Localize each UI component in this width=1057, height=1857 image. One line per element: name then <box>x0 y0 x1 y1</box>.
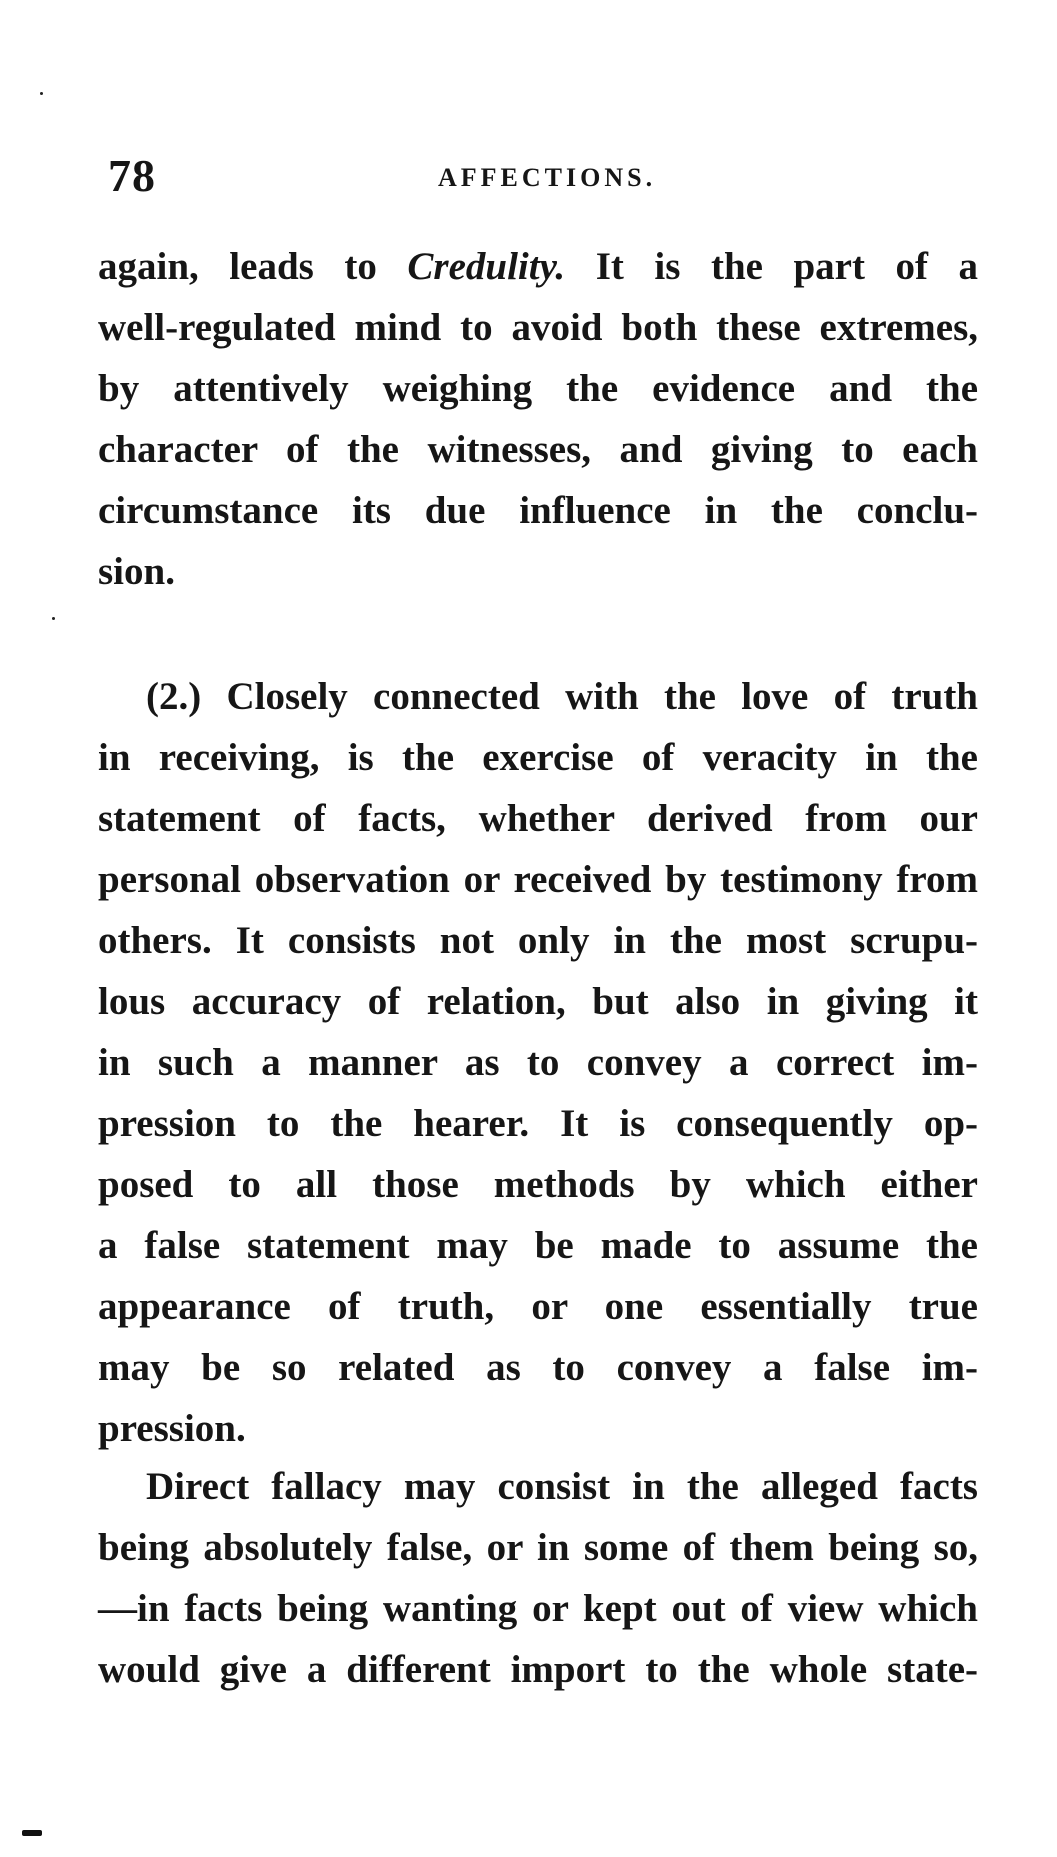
text-line: others. It consists not only in the most scrupu- <box>98 919 978 962</box>
page-header <box>108 150 978 210</box>
text-line: may be so related as to convey a false im- <box>98 1346 978 1389</box>
italic-term: Credulity. <box>407 245 566 288</box>
page-number: 78 <box>108 150 156 201</box>
paragraph-continuation <box>98 236 978 602</box>
text-line: lous accuracy of relation, but also in giving it <box>98 980 978 1023</box>
text-line: would give a different import to the whole state- <box>98 1648 978 1691</box>
paragraph-direct-fallacy <box>98 1456 978 1700</box>
text-line: being absolutely false, or in some of them being so, <box>98 1526 978 1569</box>
text-line: Direct fallacy may consist in the alleged facts <box>146 1465 978 1508</box>
text-line: personal observation or received by testimony from <box>98 858 978 901</box>
paper-speck <box>40 92 43 95</box>
paragraph-veracity <box>98 666 978 1459</box>
text-line: circumstance its due influence in the conclu- <box>98 489 978 532</box>
text-line: appearance of truth, or one essentially true <box>98 1285 978 1328</box>
text-line: pression to the hearer. It is consequently op- <box>98 1102 978 1145</box>
text-line: in receiving, is the exercise of veracity in the <box>98 736 978 779</box>
text-run: again, leads to <box>98 245 408 288</box>
paper-speck <box>52 617 55 620</box>
text-line: statement of facts, whether derived from our <box>98 797 978 840</box>
text-line <box>98 236 978 297</box>
running-head: AFFECTIONS. <box>438 163 657 192</box>
text-run: It is the part of a <box>565 245 979 288</box>
text-line: —in facts being wanting or kept out of view which <box>98 1587 978 1630</box>
text-line: pression. <box>98 1407 246 1450</box>
text-line: posed to all those methods by which either <box>98 1163 978 1206</box>
text-line: by attentively weighing the evidence and the <box>98 367 978 410</box>
text-line: a false statement may be made to assume the <box>98 1224 978 1267</box>
text-line: sion. <box>98 550 175 593</box>
text-line: (2.) Closely connected with the love of truth <box>146 675 978 718</box>
text-line: character of the witnesses, and giving to each <box>98 428 978 471</box>
text-line: well-regulated mind to avoid both these extremes, <box>98 306 978 349</box>
scan-edge-mark <box>22 1830 42 1836</box>
text-line: in such a manner as to convey a correct im- <box>98 1041 978 1084</box>
